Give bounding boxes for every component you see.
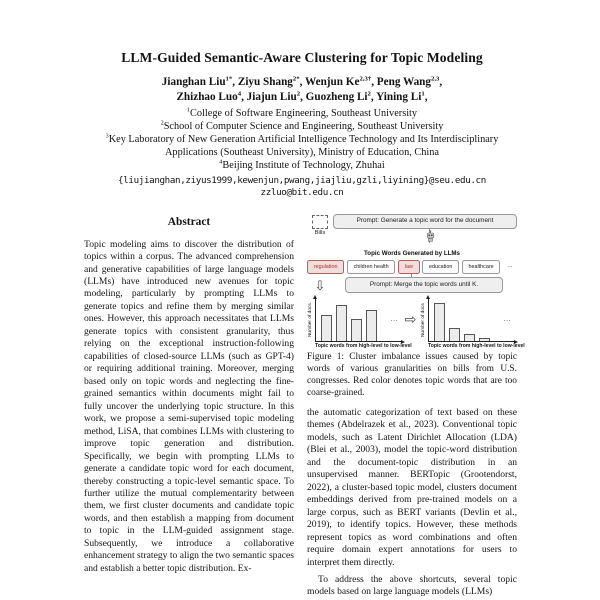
topic-word-box: education <box>422 260 459 274</box>
plot-area <box>428 299 514 342</box>
affiliation-block <box>84 107 520 172</box>
bar <box>449 328 460 341</box>
author: Yining Li$^1$, <box>376 90 428 103</box>
llm-robot-icon <box>425 230 436 246</box>
bar <box>464 334 475 341</box>
prompt-generate-box: Prompt: Generate a topic word for the document <box>333 214 517 229</box>
left-column <box>84 212 294 599</box>
y-axis-label: Number of docs <box>307 302 313 337</box>
topic-word-box: regulation <box>307 260 344 274</box>
author: Jiajun Liu$^2$, <box>246 90 303 103</box>
email-block <box>84 175 520 199</box>
author: Zhizhao Luo$^4$, <box>176 90 244 103</box>
plot-area <box>315 299 401 342</box>
affiliation-line: $^4$Beijing Institute of Technology, Zhuhai <box>219 158 385 171</box>
affiliation-line: $^3$Key Laboratory of New Generation Artificial Intelligence Technology and Its Interdisciplinary Applications (Southeast University), Ministry of Education, China <box>105 132 499 158</box>
figure-caption: Figure 1: Cluster imbalance issues caused by topic words of various granularities on bills from U.S. congresses. Red color denotes topic words that are too coarse-grained. <box>307 351 517 398</box>
ellipsis: ... <box>390 315 398 323</box>
email-line: {liujianghan,ziyus1999,kewenjun,pwang,jiajliu,gzli,liyining}@seu.edu.cn <box>118 174 486 186</box>
author: Guozheng Li$^2$, <box>305 90 374 103</box>
bar <box>336 305 347 341</box>
author-line-1 <box>84 75 520 90</box>
x-axis-label: Topic words from high-level to low-level <box>428 343 525 350</box>
abstract-text: Topic modeling aims to discover the distribution of topics within a corpus. The advanced comprehension and generative capabilities of large language models (LLMs) have introduced new avenues for topic modeling, particularly by prompting LLMs to generate topics and refine them by merging similar ones. However, this approach necessitates that LLMs generate topics with consistent granularity, thus relying on the exceptional instruction-following capabilities of closed-source LLMs (such as GPT-4) or requiring additional training. Moreover, merging based only on topic words and neglecting the fine-grained semantics within documents might fail to fully uncover the underlying topic structure. In this work, we propose a semi-supervised topic modeling method, LiSA, that combines LLMs with clustering to improve topic generation and distribution. Specifically, we begin with prompting LLMs to generate a candidate topic word for each document, thereby constructing a topic-level semantic space. To further utilize the mutual complementarity between them, we first cluster documents and candidate topic words, and then establish a mapping from document to topic in the LLM-guided assignment stage. Subsequently, we introduce a collaborative enhancement strategy to align the two semantic spaces and establish a better topic distribution. Ex- <box>84 238 294 574</box>
bar <box>434 303 445 341</box>
body-paragraph: To address the above shortcuts, several topic models based on large language models (LLMs) <box>307 574 517 598</box>
down-arrow-icon: ⇩ <box>314 277 326 293</box>
chart-before-merge <box>307 299 412 350</box>
topic-words-row <box>307 260 517 274</box>
topic-words-ellipsis: ... <box>507 262 513 269</box>
abstract-heading: Abstract <box>167 215 211 228</box>
topic-words-label: Topic Words Generated by LLMs <box>363 250 461 258</box>
bills-documents <box>307 214 333 238</box>
right-column <box>307 212 525 599</box>
paper-title: LLM-Guided Semantic-Aware Clustering for Topic Modeling <box>121 50 483 65</box>
author: Wenjun $Ke^{2,3\dagger}$, <box>305 75 374 88</box>
bar <box>366 310 377 341</box>
bills-label: Bills <box>314 229 326 236</box>
author-line-2 <box>84 90 520 105</box>
affiliation-line: $^1$College of Software Engineering, Southeast University <box>186 106 418 119</box>
chart-after-merge <box>420 299 525 350</box>
author-block <box>84 75 520 105</box>
topic-word-box: law <box>398 260 420 274</box>
email-line: zzluo@bit.edu.cn <box>260 186 344 198</box>
bar <box>479 338 490 341</box>
figure-1 <box>307 214 525 350</box>
document-stack-icon <box>312 215 328 229</box>
figure-charts <box>307 299 525 350</box>
bar <box>351 319 362 341</box>
topic-word-box: children health <box>347 260 396 274</box>
affiliation-line: $^2$School of Computer Science and Engineering, Southeast University <box>160 119 444 132</box>
author: Ziyu Shang$^{2*}$, <box>237 75 303 88</box>
y-axis-label: Number of docs <box>420 302 426 337</box>
right-arrow-icon: ⇨ <box>404 310 417 327</box>
bar <box>321 315 332 341</box>
body-paragraph: the automatic categorization of text based on these themes (Abdelrazek et al., 2023). Conventional topic models, such as Latent Dirichlet Allocation (LDA) (Blei et al., 2003), model the topic-word distribution and the document-topic distribution in an unsupervised manner. BERTopic (Grootendorst, 2022), a cluster-based topic model, clusters document embeddings derived from pre-trained models on a large corpus, such as BERT variants (Devlin et al., 2019), to identify topics. However, these methods represent topics as word combinations and often require domain expert annotations for users to interpret them directly. <box>307 406 517 568</box>
topic-word-box: healthcare <box>462 260 501 274</box>
author: Jianghan Liu$^{1*}$, <box>161 75 236 88</box>
prompt-merge-box: Prompt: Merge the topic words until K. <box>345 277 503 292</box>
author: Peng Wang$^{2,3}$, <box>376 75 443 88</box>
ellipsis: ... <box>503 315 511 323</box>
x-axis-label: Topic words from high-level to low-level <box>315 343 412 350</box>
